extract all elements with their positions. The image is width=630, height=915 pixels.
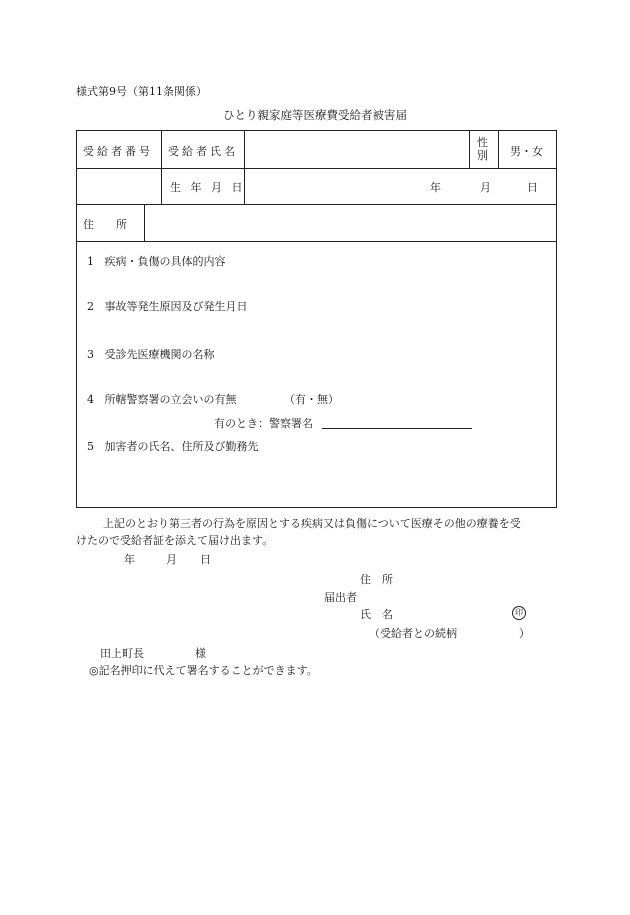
row-divider: [77, 168, 556, 169]
birth-month-label: 月: [480, 181, 491, 194]
applicant-address-label: 住 所: [360, 573, 393, 586]
police-presence-options[interactable]: （有・無）: [284, 393, 339, 406]
address-label: 住 所: [83, 218, 127, 231]
applicant-name-label: 氏 名: [360, 608, 393, 621]
form-table: [76, 130, 557, 508]
document-title: ひとり親家庭等医療費受給者被害届: [223, 108, 407, 122]
birth-day-label: 日: [527, 181, 538, 194]
recipient-number-label: 受給者番号: [83, 145, 153, 158]
col-divider: [498, 131, 499, 168]
item-1: 1 疾病・負傷の具体的内容: [87, 255, 226, 268]
item-4: 4 所轄警察署の立会いの有無: [87, 393, 237, 406]
recipient-name-label: 受給者氏名: [168, 145, 238, 158]
address-field[interactable]: [149, 208, 551, 237]
date-year: 年: [124, 553, 135, 566]
date-day: 日: [200, 553, 211, 566]
declaration-line-1: 上記のとおり第三者の行為を原因とする疾病又は負傷について医療その他の療養を受: [103, 517, 521, 530]
declaration-line-2: けたので受給者証を添えて届け出ます。: [76, 534, 274, 547]
date-month: 月: [166, 553, 177, 566]
item-3: 3 受診先医療機関の名称: [87, 348, 215, 361]
police-station-label: 有のとき：警察署名: [214, 417, 313, 430]
form-number: 様式第9号（第11条関係）: [76, 85, 207, 98]
addressee: 田上町長: [100, 647, 144, 660]
notifier-label: 届出者: [324, 591, 357, 604]
birth-year-label: 年: [430, 181, 441, 194]
recipient-name-field[interactable]: [249, 135, 464, 163]
relationship-close: ）: [519, 627, 530, 640]
item-2: 2 事故等発生原因及び発生月日: [87, 300, 248, 313]
row-divider: [77, 241, 556, 242]
item-5: 5 加害者の氏名、住所及び勤務先: [87, 440, 259, 453]
police-station-field[interactable]: [322, 428, 472, 429]
recipient-number-field[interactable]: [81, 171, 157, 201]
signature-note: ◎記名押印に代えて署名することができます。: [89, 664, 318, 677]
col-divider: [161, 131, 162, 204]
col-divider: [144, 204, 145, 241]
row-divider: [77, 204, 556, 205]
col-divider: [469, 131, 470, 168]
birthdate-label: 生 年 月 日: [170, 181, 246, 194]
sex-label: 性 別: [477, 136, 488, 162]
seal-icon: 印: [512, 605, 526, 620]
honorific: 様: [195, 647, 206, 660]
sex-options[interactable]: 男・女: [510, 145, 543, 158]
relationship-label: （受給者との続柄: [369, 627, 457, 640]
